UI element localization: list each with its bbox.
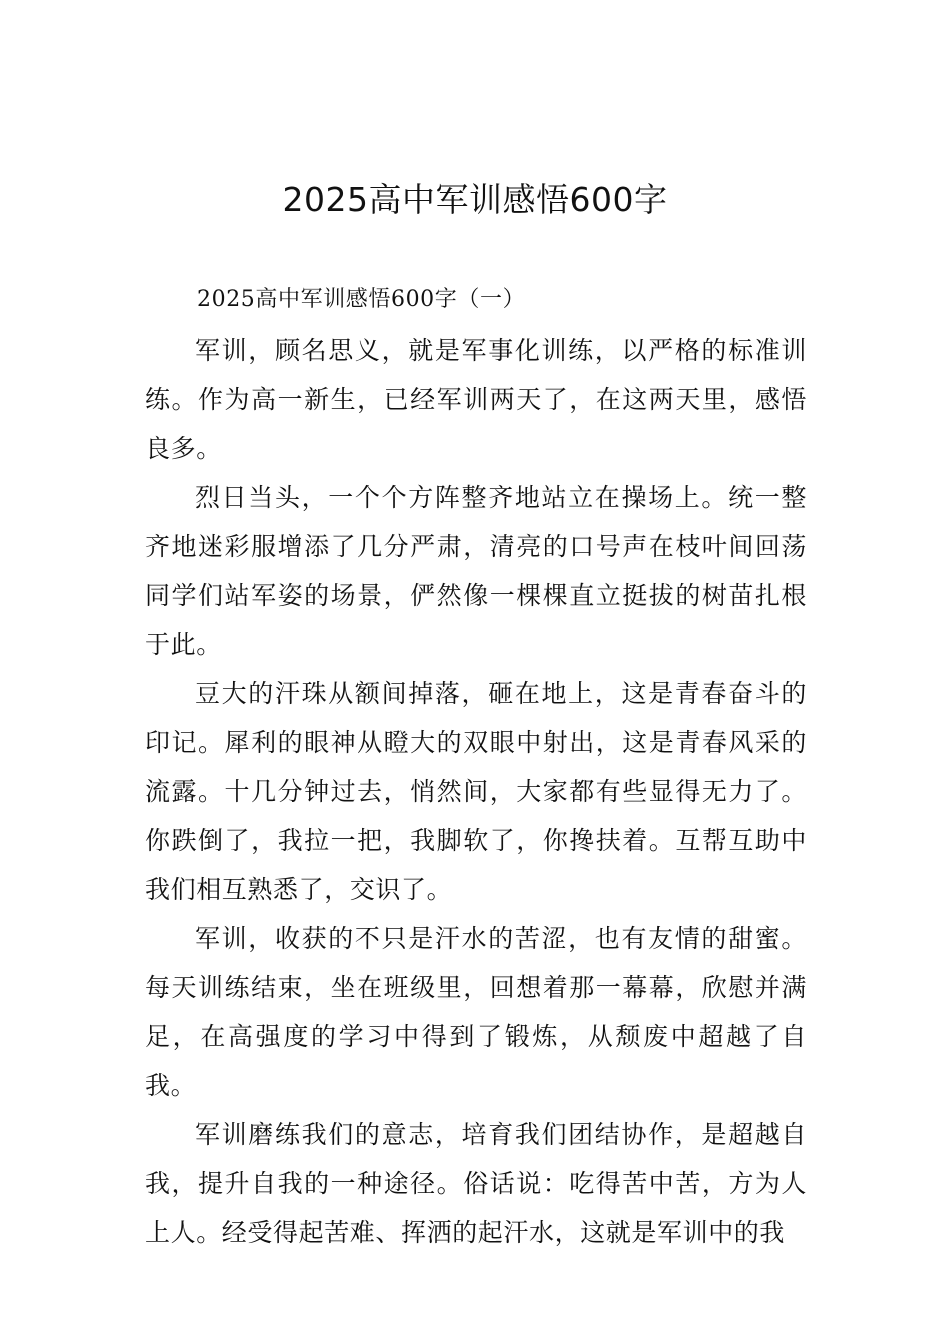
paragraph-4: 军训，收获的不只是汗水的苦涩，也有友情的甜蜜。每天训练结束，坐在班级里，回想着那一幕幕，欣慰并满足，在高强度的学习中得到了锻炼，从颓废中超越了自我。 [145, 924, 807, 1100]
paragraph-5: 军训磨练我们的意志，培育我们团结协作，是超越自我，提升自我的一种途径。俗话说：吃得苦中苦，方为人上人。经受得起苦难、挥洒的起汗水，这就是军训中的我 [145, 1120, 807, 1247]
section-subtitle: 2025高中军训感悟600字（一） [197, 287, 526, 312]
paragraph-3: 豆大的汗珠从额间掉落，砸在地上，这是青春奋斗的印记。犀利的眼神从瞪大的双眼中射出，这是青春风采的流露。十几分钟过去，悄然间，大家都有些显得无力了。你跌倒了，我拉一把，我脚软了，你搀扶着。互帮互助中我们相互熟悉了，交识了。 [145, 679, 807, 904]
document-body [145, 274, 807, 1257]
paragraph-1: 军训，顾名思义，就是军事化训练，以严格的标准训练。作为高一新生，已经军训两天了，在这两天里，感悟良多。 [145, 336, 807, 463]
paragraph-2: 烈日当头，一个个方阵整齐地站立在操场上。统一整齐地迷彩服增添了几分严肃，清亮的口号声在枝叶间回荡同学们站军姿的场景，俨然像一棵棵直立挺拔的树苗扎根于此。 [145, 483, 807, 659]
document-title: 2025高中军训感悟600字 [282, 180, 668, 219]
